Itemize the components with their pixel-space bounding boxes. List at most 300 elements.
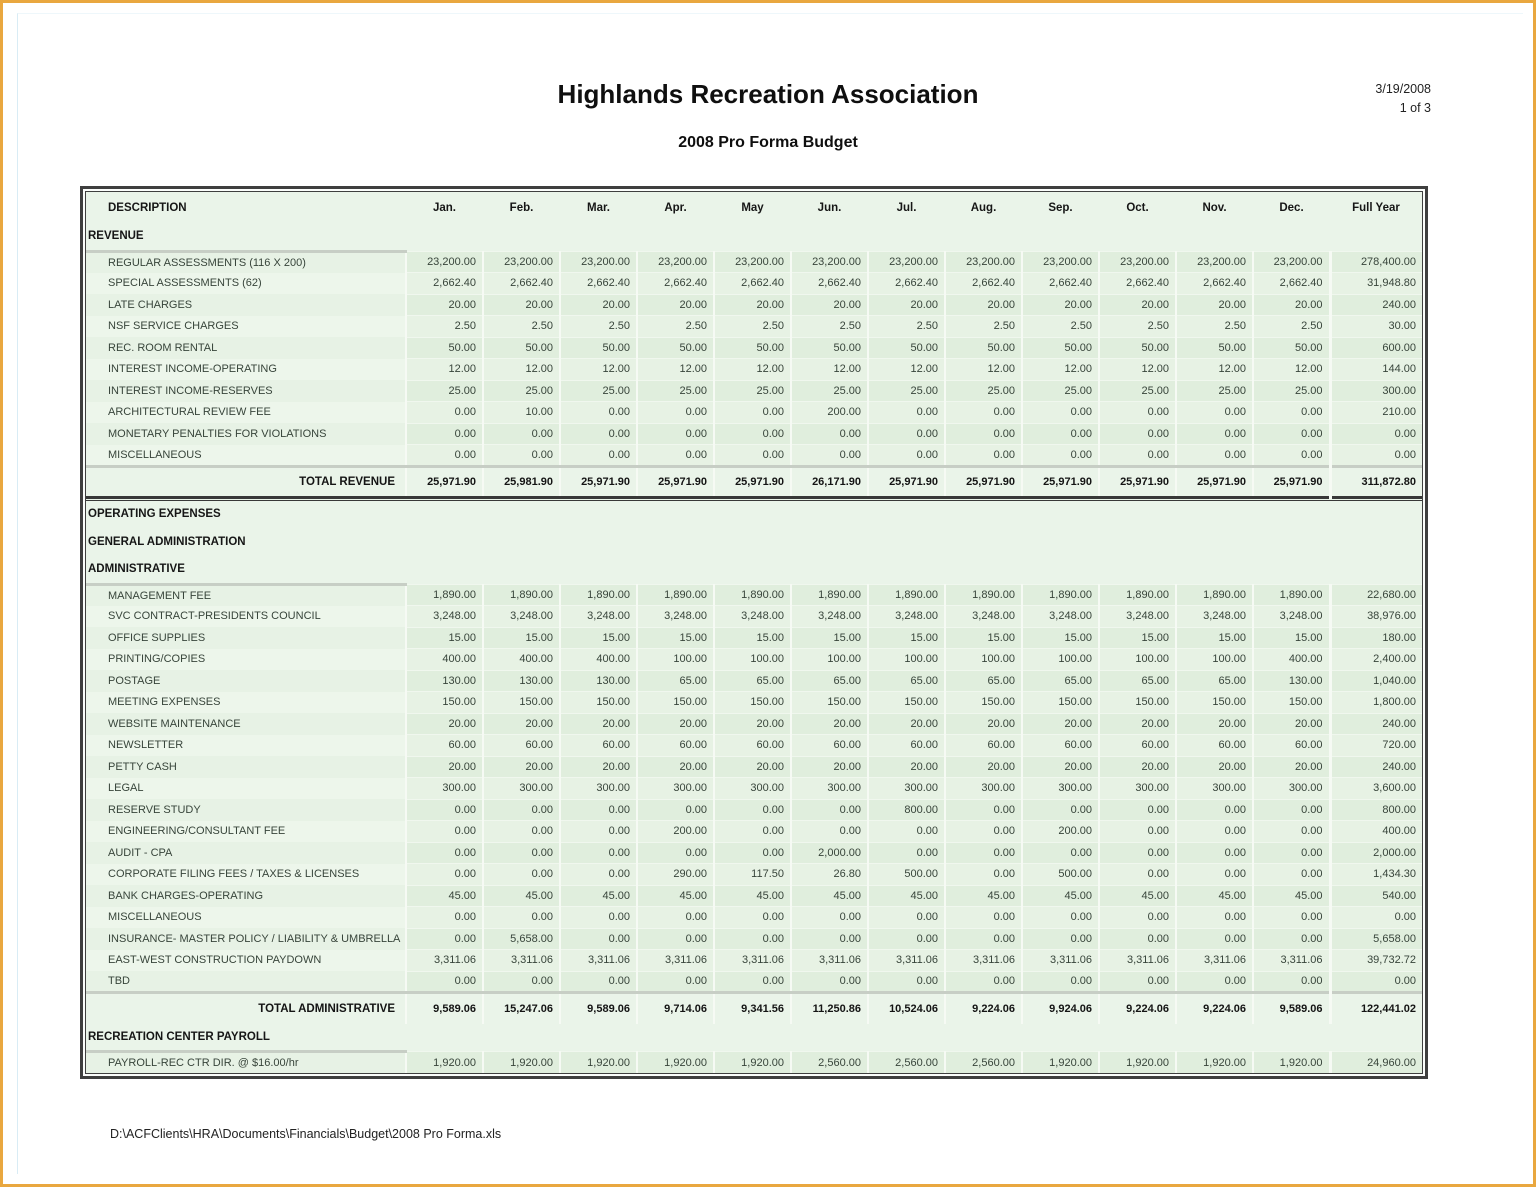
- value-cell: 0.00: [483, 799, 560, 821]
- value-cell: 2,662.40: [483, 273, 560, 295]
- value-cell: 9,589.06: [406, 993, 483, 1024]
- value-cell: 210.00: [1330, 402, 1422, 424]
- value-cell: 9,224.06: [945, 993, 1022, 1024]
- value-cell: 60.00: [1176, 735, 1253, 757]
- value-cell: 12.00: [637, 359, 714, 381]
- value-cell: 122,441.02: [1330, 993, 1422, 1024]
- value-cell: 2.50: [791, 316, 868, 338]
- value-cell: 150.00: [945, 692, 1022, 714]
- value-cell: 150.00: [1099, 692, 1176, 714]
- value-cell: 2,662.40: [1253, 273, 1330, 295]
- value-cell: 3,311.06: [560, 950, 637, 972]
- value-cell: 0.00: [637, 423, 714, 445]
- value-cell: 1,890.00: [483, 584, 560, 606]
- value-cell: 3,248.00: [791, 606, 868, 628]
- value-cell: 26,171.90: [791, 466, 868, 497]
- value-cell: 0.00: [1176, 928, 1253, 950]
- table-row: [86, 584, 1422, 606]
- row-label: MISCELLANEOUS: [108, 911, 202, 924]
- value-cell: 65.00: [1022, 670, 1099, 692]
- value-cell: 300.00: [791, 778, 868, 800]
- value-cell: 0.00: [1099, 907, 1176, 929]
- value-cell: 9,589.06: [1253, 993, 1330, 1024]
- value-cell: 0.00: [868, 821, 945, 843]
- value-cell: 25.00: [1022, 380, 1099, 402]
- row-label: WEBSITE MAINTENANCE: [108, 717, 241, 730]
- value-cell: 15,247.06: [483, 993, 560, 1024]
- value-cell: 0.00: [560, 445, 637, 467]
- value-cell: 0.00: [1176, 402, 1253, 424]
- value-cell: 0.00: [1253, 971, 1330, 993]
- column-header: May: [741, 201, 764, 214]
- value-cell: 12.00: [560, 359, 637, 381]
- column-header: Full Year: [1352, 201, 1400, 214]
- value-cell: 130.00: [483, 670, 560, 692]
- value-cell: 50.00: [406, 337, 483, 359]
- column-header: Mar.: [586, 201, 610, 214]
- table-row: [86, 606, 1422, 628]
- value-cell: 400.00: [1253, 649, 1330, 671]
- value-cell: 3,311.06: [637, 950, 714, 972]
- column-header: Jun.: [817, 201, 842, 214]
- row-label: NEWSLETTER: [108, 739, 184, 752]
- value-cell: 0.00: [1253, 907, 1330, 929]
- value-cell: 800.00: [1330, 799, 1422, 821]
- value-cell: 20.00: [637, 756, 714, 778]
- value-cell: 0.00: [791, 799, 868, 821]
- value-cell: 1,920.00: [1099, 1052, 1176, 1074]
- value-cell: 0.00: [1253, 423, 1330, 445]
- value-cell: 3,248.00: [1099, 606, 1176, 628]
- value-cell: 20.00: [1253, 713, 1330, 735]
- value-cell: 5,658.00: [483, 928, 560, 950]
- value-cell: 0.00: [1099, 842, 1176, 864]
- value-cell: 20.00: [868, 756, 945, 778]
- value-cell: 12.00: [791, 359, 868, 381]
- row-label: SVC CONTRACT-PRESIDENTS COUNCIL: [108, 610, 321, 623]
- section-label: ADMINISTRATIVE: [88, 563, 185, 576]
- column-header: Jan.: [432, 201, 456, 214]
- value-cell: 11,250.86: [791, 993, 868, 1024]
- table-row: [86, 273, 1422, 295]
- row-label: OFFICE SUPPLIES: [108, 631, 206, 644]
- value-cell: 0.00: [560, 907, 637, 929]
- value-cell: 311,872.80: [1330, 466, 1422, 497]
- value-cell: 0.00: [1253, 928, 1330, 950]
- value-cell: 20.00: [406, 756, 483, 778]
- value-cell: 20.00: [406, 713, 483, 735]
- value-cell: 0.00: [637, 402, 714, 424]
- value-cell: 0.00: [714, 821, 791, 843]
- page-subtitle: 2008 Pro Forma Budget: [678, 134, 858, 151]
- value-cell: 25,971.90: [637, 466, 714, 497]
- value-cell: 0.00: [637, 971, 714, 993]
- value-cell: 10.00: [483, 402, 560, 424]
- value-cell: 25,971.90: [714, 466, 791, 497]
- value-cell: 1,800.00: [1330, 692, 1422, 714]
- table-row: [86, 778, 1422, 800]
- value-cell: 0.00: [868, 423, 945, 445]
- value-cell: 20.00: [1176, 756, 1253, 778]
- value-cell: 0.00: [560, 864, 637, 886]
- value-cell: 0.00: [945, 799, 1022, 821]
- value-cell: 3,311.06: [1176, 950, 1253, 972]
- value-cell: 45.00: [791, 885, 868, 907]
- value-cell: 2,560.00: [791, 1052, 868, 1074]
- value-cell: 25,971.90: [1022, 466, 1099, 497]
- value-cell: 45.00: [483, 885, 560, 907]
- value-cell: 130.00: [560, 670, 637, 692]
- row-label: POSTAGE: [108, 674, 161, 687]
- value-cell: 45.00: [1176, 885, 1253, 907]
- section-row: [86, 528, 1422, 556]
- value-cell: 20.00: [1022, 713, 1099, 735]
- value-cell: 25,981.90: [483, 466, 560, 497]
- value-cell: 3,311.06: [868, 950, 945, 972]
- value-cell: 2.50: [1253, 316, 1330, 338]
- value-cell: 0.00: [945, 907, 1022, 929]
- value-cell: 12.00: [1099, 359, 1176, 381]
- section-label: REVENUE: [88, 230, 144, 243]
- value-cell: 9,924.06: [1022, 993, 1099, 1024]
- table-row: [86, 950, 1422, 972]
- value-cell: 20.00: [868, 294, 945, 316]
- value-cell: 15.00: [714, 627, 791, 649]
- value-cell: 10,524.06: [868, 993, 945, 1024]
- value-cell: 100.00: [637, 649, 714, 671]
- value-cell: 2,662.40: [1022, 273, 1099, 295]
- value-cell: 2.50: [1176, 316, 1253, 338]
- budget-table: [86, 192, 1422, 1073]
- value-cell: 150.00: [637, 692, 714, 714]
- value-cell: 0.00: [637, 445, 714, 467]
- value-cell: 50.00: [637, 337, 714, 359]
- value-cell: 0.00: [1253, 821, 1330, 843]
- value-cell: 0.00: [945, 402, 1022, 424]
- value-cell: 0.00: [714, 423, 791, 445]
- value-cell: 200.00: [791, 402, 868, 424]
- value-cell: 60.00: [637, 735, 714, 757]
- value-cell: 0.00: [1022, 445, 1099, 467]
- value-cell: 0.00: [791, 423, 868, 445]
- value-cell: 45.00: [1253, 885, 1330, 907]
- row-label: NSF SERVICE CHARGES: [108, 320, 239, 333]
- value-cell: 150.00: [791, 692, 868, 714]
- value-cell: 2,662.40: [560, 273, 637, 295]
- page-title: Highlands Recreation Association: [557, 79, 979, 109]
- value-cell: 0.00: [1099, 445, 1176, 467]
- value-cell: 1,890.00: [1253, 584, 1330, 606]
- total-row: [86, 466, 1422, 497]
- table-row: [86, 251, 1422, 273]
- section-row: [86, 223, 1422, 251]
- value-cell: 0.00: [714, 928, 791, 950]
- row-label: REGULAR ASSESSMENTS (116 X 200): [86, 251, 406, 273]
- value-cell: 15.00: [1176, 627, 1253, 649]
- value-cell: 2,662.40: [945, 273, 1022, 295]
- table-row: [86, 885, 1422, 907]
- value-cell: 15.00: [945, 627, 1022, 649]
- value-cell: 1,890.00: [714, 584, 791, 606]
- value-cell: 0.00: [1099, 928, 1176, 950]
- value-cell: 0.00: [945, 423, 1022, 445]
- value-cell: 0.00: [406, 928, 483, 950]
- value-cell: 0.00: [945, 842, 1022, 864]
- row-label: PETTY CASH: [108, 760, 177, 773]
- value-cell: 0.00: [945, 864, 1022, 886]
- value-cell: 9,224.06: [1176, 993, 1253, 1024]
- value-cell: 130.00: [1253, 670, 1330, 692]
- value-cell: 23,200.00: [637, 251, 714, 273]
- value-cell: 0.00: [1253, 842, 1330, 864]
- value-cell: 0.00: [1253, 799, 1330, 821]
- value-cell: 50.00: [945, 337, 1022, 359]
- value-cell: 0.00: [483, 907, 560, 929]
- value-cell: 9,714.06: [637, 993, 714, 1024]
- value-cell: 2.50: [483, 316, 560, 338]
- value-cell: 25,971.90: [560, 466, 637, 497]
- value-cell: 20.00: [1176, 713, 1253, 735]
- section-row: [86, 556, 1422, 584]
- value-cell: 0.00: [1176, 864, 1253, 886]
- row-label: PRINTING/COPIES: [108, 653, 206, 666]
- value-cell: 25,971.90: [945, 466, 1022, 497]
- value-cell: 12.00: [1176, 359, 1253, 381]
- value-cell: 25.00: [406, 380, 483, 402]
- value-cell: 1,920.00: [1176, 1052, 1253, 1074]
- value-cell: 65.00: [945, 670, 1022, 692]
- value-cell: 150.00: [714, 692, 791, 714]
- row-label: INTEREST INCOME-OPERATING: [108, 363, 277, 376]
- value-cell: 1,890.00: [1176, 584, 1253, 606]
- value-cell: 3,311.06: [483, 950, 560, 972]
- value-cell: 3,311.06: [1022, 950, 1099, 972]
- value-cell: 39,732.72: [1330, 950, 1422, 972]
- value-cell: 3,248.00: [1253, 606, 1330, 628]
- value-cell: 117.50: [714, 864, 791, 886]
- value-cell: 3,248.00: [560, 606, 637, 628]
- value-cell: 400.00: [483, 649, 560, 671]
- value-cell: 23,200.00: [1099, 251, 1176, 273]
- value-cell: 3,248.00: [714, 606, 791, 628]
- value-cell: 25.00: [945, 380, 1022, 402]
- value-cell: 1,920.00: [483, 1052, 560, 1074]
- value-cell: 20.00: [483, 713, 560, 735]
- table-row: [86, 1052, 1422, 1074]
- value-cell: 0.00: [945, 971, 1022, 993]
- value-cell: 240.00: [1330, 713, 1422, 735]
- table-row: [86, 713, 1422, 735]
- value-cell: 720.00: [1330, 735, 1422, 757]
- value-cell: 60.00: [406, 735, 483, 757]
- value-cell: 23,200.00: [483, 251, 560, 273]
- value-cell: 3,311.06: [406, 950, 483, 972]
- value-cell: 2,000.00: [791, 842, 868, 864]
- value-cell: 15.00: [1099, 627, 1176, 649]
- value-cell: 3,248.00: [1022, 606, 1099, 628]
- row-label: INTEREST INCOME-RESERVES: [108, 384, 273, 397]
- table-row: [86, 735, 1422, 757]
- value-cell: 0.00: [560, 928, 637, 950]
- value-cell: 50.00: [868, 337, 945, 359]
- value-cell: 2.50: [714, 316, 791, 338]
- value-cell: 45.00: [560, 885, 637, 907]
- value-cell: 100.00: [714, 649, 791, 671]
- value-cell: 600.00: [1330, 337, 1422, 359]
- value-cell: 15.00: [637, 627, 714, 649]
- value-cell: 400.00: [406, 649, 483, 671]
- value-cell: 2.50: [868, 316, 945, 338]
- value-cell: 800.00: [868, 799, 945, 821]
- value-cell: 0.00: [945, 445, 1022, 467]
- value-cell: 60.00: [560, 735, 637, 757]
- value-cell: 65.00: [791, 670, 868, 692]
- value-cell: 100.00: [868, 649, 945, 671]
- value-cell: 0.00: [560, 402, 637, 424]
- value-cell: 0.00: [868, 928, 945, 950]
- value-cell: 25.00: [868, 380, 945, 402]
- value-cell: 0.00: [1176, 423, 1253, 445]
- value-cell: 25.00: [714, 380, 791, 402]
- value-cell: 0.00: [1176, 907, 1253, 929]
- table-row: [86, 864, 1422, 886]
- value-cell: 500.00: [868, 864, 945, 886]
- page-number: 1 of 3: [1399, 101, 1431, 116]
- value-cell: 0.00: [868, 842, 945, 864]
- section-row: [86, 500, 1422, 528]
- value-cell: 20.00: [483, 756, 560, 778]
- value-cell: 20.00: [1176, 294, 1253, 316]
- row-label: INSURANCE- MASTER POLICY / LIABILITY & UMBRELLA: [108, 932, 401, 945]
- value-cell: 23,200.00: [791, 251, 868, 273]
- value-cell: 23,200.00: [945, 251, 1022, 273]
- value-cell: 300.00: [945, 778, 1022, 800]
- value-cell: 0.00: [560, 799, 637, 821]
- value-cell: 25.00: [1253, 380, 1330, 402]
- value-cell: 25.00: [791, 380, 868, 402]
- value-cell: 20.00: [1022, 756, 1099, 778]
- value-cell: 25.00: [1099, 380, 1176, 402]
- value-cell: 2,662.40: [1099, 273, 1176, 295]
- value-cell: 45.00: [637, 885, 714, 907]
- value-cell: 100.00: [1099, 649, 1176, 671]
- value-cell: 0.00: [560, 423, 637, 445]
- value-cell: 1,890.00: [637, 584, 714, 606]
- value-cell: 20.00: [945, 756, 1022, 778]
- value-cell: 0.00: [406, 907, 483, 929]
- value-cell: 240.00: [1330, 294, 1422, 316]
- value-cell: 1,920.00: [637, 1052, 714, 1074]
- row-label: MISCELLANEOUS: [108, 448, 202, 461]
- value-cell: 0.00: [1330, 971, 1422, 993]
- row-label: TBD: [108, 975, 130, 987]
- table-row: [86, 380, 1422, 402]
- table-row: [86, 337, 1422, 359]
- table-row: [86, 359, 1422, 381]
- value-cell: 0.00: [1022, 971, 1099, 993]
- value-cell: 300.00: [483, 778, 560, 800]
- value-cell: 22,680.00: [1330, 584, 1422, 606]
- value-cell: 15.00: [560, 627, 637, 649]
- row-label: ENGINEERING/CONSULTANT FEE: [108, 825, 286, 838]
- value-cell: 278,400.00: [1330, 251, 1422, 273]
- value-cell: 20.00: [1253, 294, 1330, 316]
- value-cell: 30.00: [1330, 316, 1422, 338]
- value-cell: 45.00: [868, 885, 945, 907]
- value-cell: 20.00: [1022, 294, 1099, 316]
- value-cell: 2,560.00: [868, 1052, 945, 1074]
- row-label: RESERVE STUDY: [108, 803, 201, 816]
- value-cell: 65.00: [868, 670, 945, 692]
- budget-table-frame: [85, 191, 1423, 1074]
- value-cell: 500.00: [1022, 864, 1099, 886]
- value-cell: 240.00: [1330, 756, 1422, 778]
- row-label: EAST-WEST CONSTRUCTION PAYDOWN: [108, 954, 322, 967]
- value-cell: 0.00: [406, 821, 483, 843]
- value-cell: 0.00: [1330, 907, 1422, 929]
- value-cell: 60.00: [483, 735, 560, 757]
- value-cell: 3,600.00: [1330, 778, 1422, 800]
- value-cell: 20.00: [868, 713, 945, 735]
- column-header-description: DESCRIPTION: [108, 201, 187, 214]
- value-cell: 0.00: [637, 842, 714, 864]
- table-row: [86, 756, 1422, 778]
- value-cell: 0.00: [1253, 864, 1330, 886]
- value-cell: 2.50: [945, 316, 1022, 338]
- value-cell: 0.00: [406, 799, 483, 821]
- value-cell: 200.00: [1022, 821, 1099, 843]
- value-cell: 20.00: [945, 713, 1022, 735]
- value-cell: 25.00: [560, 380, 637, 402]
- value-cell: 1,920.00: [1253, 1052, 1330, 1074]
- value-cell: 1,920.00: [406, 1052, 483, 1074]
- value-cell: 3,311.06: [945, 950, 1022, 972]
- value-cell: 45.00: [406, 885, 483, 907]
- row-label: AUDIT - CPA: [108, 846, 173, 859]
- value-cell: 20.00: [1253, 756, 1330, 778]
- column-header: Dec.: [1279, 201, 1304, 214]
- value-cell: 0.00: [406, 423, 483, 445]
- value-cell: 0.00: [1099, 799, 1176, 821]
- value-cell: 50.00: [1253, 337, 1330, 359]
- section-label: OPERATING EXPENSES: [88, 508, 221, 521]
- value-cell: 60.00: [868, 735, 945, 757]
- value-cell: 200.00: [637, 821, 714, 843]
- table-row: [86, 907, 1422, 929]
- value-cell: 0.00: [1176, 842, 1253, 864]
- value-cell: 0.00: [1176, 971, 1253, 993]
- value-cell: 400.00: [560, 649, 637, 671]
- value-cell: 0.00: [1176, 799, 1253, 821]
- value-cell: 1,920.00: [1022, 1052, 1099, 1074]
- row-label: PAYROLL-REC CTR DIR. @ $16.00/hr: [86, 1052, 406, 1074]
- value-cell: 20.00: [791, 713, 868, 735]
- value-cell: 0.00: [1022, 842, 1099, 864]
- value-cell: 15.00: [1253, 627, 1330, 649]
- total-row: [86, 993, 1422, 1024]
- value-cell: 144.00: [1330, 359, 1422, 381]
- value-cell: 20.00: [560, 713, 637, 735]
- value-cell: 0.00: [714, 971, 791, 993]
- value-cell: 31,948.80: [1330, 273, 1422, 295]
- value-cell: 0.00: [1330, 423, 1422, 445]
- value-cell: 1,040.00: [1330, 670, 1422, 692]
- value-cell: 300.00: [1022, 778, 1099, 800]
- row-label: LATE CHARGES: [108, 298, 193, 311]
- value-cell: 20.00: [714, 756, 791, 778]
- value-cell: 45.00: [714, 885, 791, 907]
- value-cell: 45.00: [945, 885, 1022, 907]
